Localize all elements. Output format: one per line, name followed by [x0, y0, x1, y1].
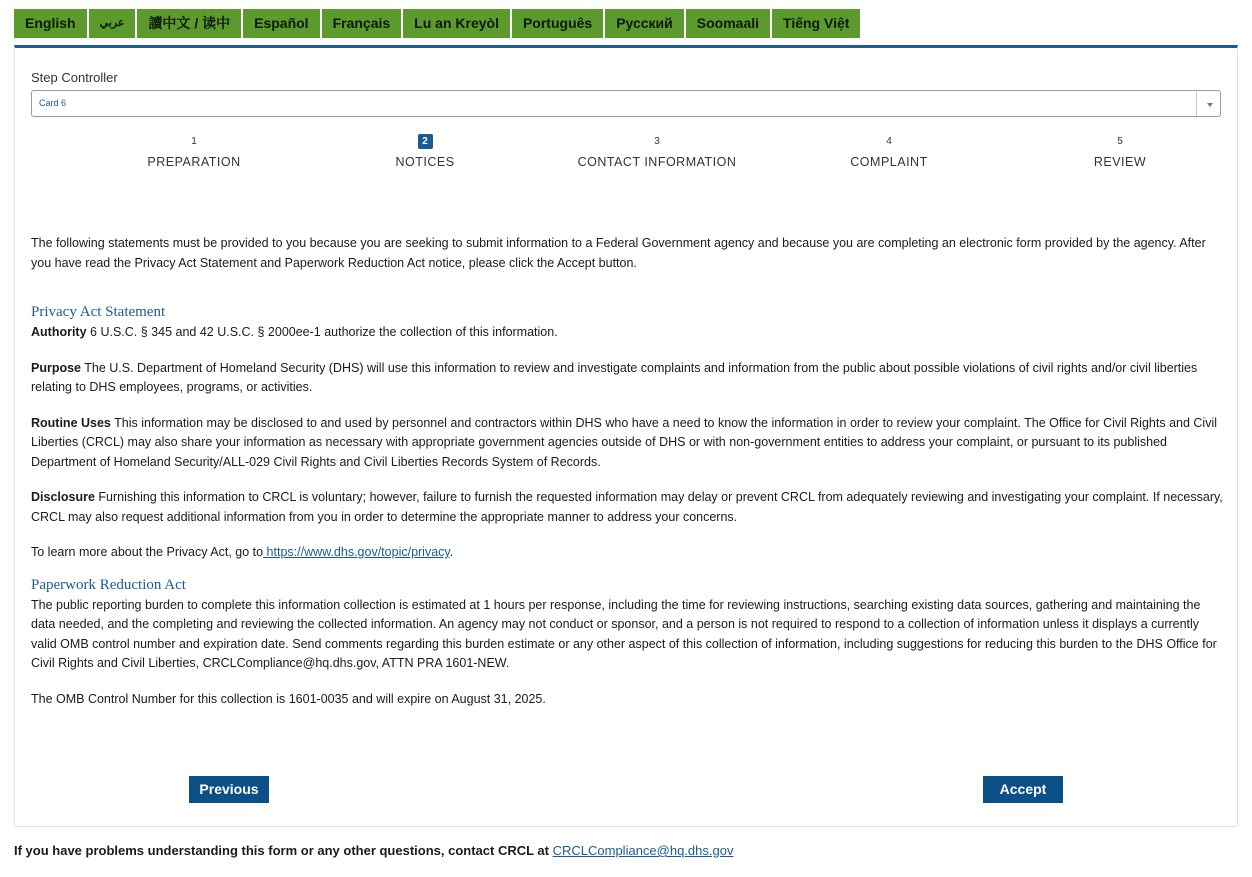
step-controller-value: Card 6: [39, 98, 67, 108]
language-button-spanish[interactable]: Español: [243, 9, 319, 38]
chevron-down-icon[interactable]: [1207, 103, 1213, 107]
previous-button[interactable]: Previous: [189, 776, 269, 803]
language-button-arabic[interactable]: عربي: [89, 9, 136, 38]
privacy-act-heading: Privacy Act Statement: [31, 304, 166, 320]
footer-email-link[interactable]: CRCLCompliance@hq.dhs.gov: [552, 843, 734, 858]
language-button-english[interactable]: English: [14, 9, 87, 38]
language-button-chinese[interactable]: 讀中文 / 读中: [137, 9, 241, 38]
accept-button[interactable]: Accept: [983, 776, 1063, 803]
language-bar: [14, 9, 860, 38]
step-number-active: 2: [418, 134, 433, 149]
step-label: CONTACT INFORMATION: [577, 155, 737, 169]
step-label: REVIEW: [1093, 155, 1147, 169]
routine-uses-label: Routine Uses: [31, 415, 111, 430]
step-label: COMPLAINT: [850, 155, 928, 169]
privacy-link[interactable]: https://www.dhs.gov/topic/privacy: [263, 545, 450, 559]
notices-content: [31, 234, 1223, 725]
step-review: [1005, 131, 1235, 169]
help-footer: [14, 843, 733, 858]
language-button-vietnamese[interactable]: Tiếng Việt: [772, 9, 860, 38]
step-number: 1: [191, 136, 197, 147]
authority-paragraph: [31, 323, 1223, 343]
step-indicator: [31, 131, 1221, 171]
step-number: 3: [654, 136, 660, 147]
authority-label: Authority: [31, 325, 87, 339]
learn-more-text: To learn more about the Privacy Act, go to: [31, 545, 264, 559]
authority-text: 6 U.S.C. § 345 and 42 U.S.C. § 2000ee-1 authorize the collection of this information.: [86, 325, 558, 339]
language-button-somali[interactable]: Soomaali: [686, 9, 770, 38]
footer-text: If you have problems understanding this form or any other questions, contact CRCL at: [14, 843, 553, 858]
learn-more-paragraph: [31, 543, 1223, 563]
language-button-russian[interactable]: Русский: [605, 9, 684, 38]
step-number: 5: [1117, 136, 1123, 147]
disclosure-paragraph: [31, 488, 1223, 527]
step-label: NOTICES: [395, 155, 455, 169]
purpose-label: Purpose: [31, 360, 82, 375]
step-contact-information: [542, 131, 772, 169]
purpose-paragraph: [31, 359, 1223, 398]
language-button-french[interactable]: Français: [322, 9, 402, 38]
learn-more-end: .: [449, 545, 454, 559]
disclosure-label: Disclosure: [31, 490, 95, 504]
step-label: PREPARATION: [147, 155, 241, 169]
language-button-portuguese[interactable]: Português: [512, 9, 603, 38]
purpose-text: The U.S. Department of Homeland Security (DHS) will use this information to review and investigate complaints and information from the public about possible violations of civil rights and/or civil liberties relating to DHS employees, programs, or activities.: [31, 360, 1198, 394]
step-controller-select[interactable]: [31, 90, 1221, 117]
step-controller-label: Step Controller: [31, 70, 118, 85]
routine-uses-text: This information may be disclosed to and used by personnel and contractors within DHS who have a need to know the information in order to review your complaint. The Office for Civil Rights and Civil Liberties (CRCL) may also share your information as necessary with appropriate government agencies outside of DHS or with non-government entities to address your complaint, or pursuant to its published Department of Homeland Security/ALL-029 Civil Rights and Civil Liberties Records System of Records.: [31, 415, 1218, 469]
language-button-haitian-creole[interactable]: Lu an Kreyòl: [403, 9, 510, 38]
step-preparation: [79, 131, 309, 169]
intro-text: The following statements must be provided to you because you are seeking to submit information to a Federal Government agency and because you are completing an electronic form provided by the agency. After you have read the Privacy Act Statement and Paperwork Reduction Act notice, please click the Accept button.: [31, 236, 1206, 270]
omb-text: The OMB Control Number for this collection is 1601-0035 and will expire on August 31, 2025.: [31, 691, 546, 706]
paperwork-text: The public reporting burden to complete this information collection is estimated at 1 hours per response, including the time for reviewing instructions, searching existing data sources, gathering and maintaining the data needed, and the completing and reviewing the collected information. An agency may not conduct or sponsor, and a person is not required to respond to a collection of information unless it displays a currently valid OMB control number and expiration date. Send comments regarding this burden estimate or any other aspect of this collection of information, including suggestions for reducing this burden to the DHS Office for Civil Rights and Civil Liberties, CRCLCompliance@hq.dhs.gov, ATTN PRA 1601-NEW.: [31, 597, 1217, 670]
routine-uses-paragraph: [31, 414, 1223, 473]
step-complaint: [774, 131, 1004, 169]
select-divider: [1196, 91, 1197, 116]
step-number: 4: [886, 136, 892, 147]
disclosure-text: Furnishing this information to CRCL is voluntary; however, failure to furnish the requested information may delay or prevent CRCL from adequately reviewing and investigating your complaint. If necessary, CRCL may also request additional information from you in order to determine the appropriate manner to address your concerns.: [31, 490, 1223, 524]
form-card: [14, 45, 1238, 827]
step-notices: [310, 131, 540, 169]
paperwork-reduction-heading: Paperwork Reduction Act: [31, 576, 186, 593]
